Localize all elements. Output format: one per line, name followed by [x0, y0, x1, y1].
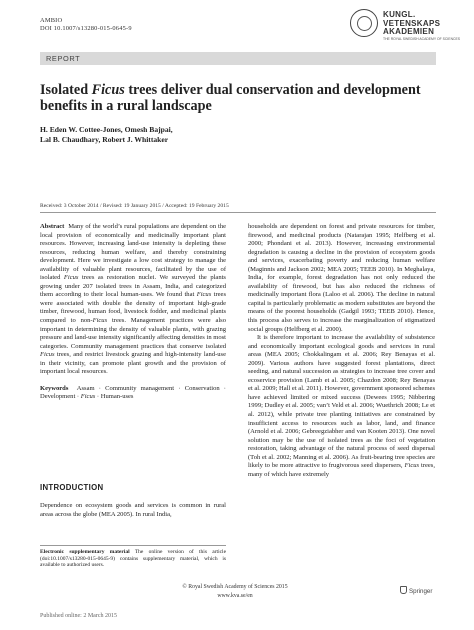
- journal-info: [40, 17, 132, 33]
- academy-logo-subtitle: THE ROYAL SWEDISH ACADEMY OF SCIENCES: [383, 37, 460, 41]
- introduction-heading: INTRODUCTION: [40, 483, 104, 492]
- academy-logo: [350, 9, 462, 45]
- header-divider: [40, 212, 436, 213]
- body-paragraph-1: households are dependent on forest and private resources for timber, firewood, and medicinal products (Natarajan 1995; Helfberg et al. 2000; Phondani et al. 2013). However, increasing environmental degradation is causing a decline in the provision of ecosystem goods and services, exacerbating poverty and reducing human welfare (Maginnis and Jackson 2002; MEA 2005; TEEB 2010). In Meghalaya, India, for example, forest degradation has not only reduced the availability of firewood, but has also reduced the richness of medicinally important flora (Laloo et al. 2006). The decline in natural capital is particularly problematic as modern substitutes are beyond the means of the poorest households (Gadgil 1993; TEEB 2010). Hence, this process also serves to increase the marginalization of stigmatized social groups (Helfberg et al. 2000).: [248, 223, 435, 333]
- body-paragraph-2: It is therefore important to increase the availability of subsistence and economically important ecological goods and services in rural areas (MEA 2005; Chokkalingam et al. 2006; Rey Benayas et al. 2009). Various authors have suggested forest plantations, direct seeding, and natural succession as strategies to increase tree cover and ecoservice provision (Lamb et al. 2005; Chazdon 2008; Rey Benayas et al. 2009; Hall et al. 2011). However, government sponsored schemes have achieved limited or mixed success (Dewees 1995; Nibbering 1999; Dudley et al. 2005; van’t Veld et al. 2006; Wuethrich 2008; Le et al. 2012), while private tree planting initiatives are constrained by insufficient access to resources such as labor, land, and finance (Arnold et al. 2006; Gebreegziabher and van Kooten 2013). One novel solution may be the use of isolated trees as the foci of vegetation restoration, taking advantage of the natural process of seed dispersal (Toh et al. 2002; Manning et al. 2006). As fruit-bearing tree species are likely to be more attractive to frugivorous seed dispersers, Ficus trees, many of which have extremely: [248, 334, 435, 478]
- springer-horse-icon: [400, 586, 407, 594]
- section-label: REPORT: [46, 54, 81, 63]
- abstract-paragraph: Abstract Many of the world’s rural populations are dependent on the local provision of economically and medicinally important plant resources. However, increasing land-use intensity is depleting these resources, reducing human welfare, and thereby constraining development. Here we investigate a low cost strategy to manage the availability of valuable plant resources, facilitated by the use of isolated Ficus trees as restoration nuclei. We surveyed the plants growing under 207 isolated trees in Assam, India, and categorized them according to their local human-uses. We found that Ficus trees were associated with double the density of important high-grade timber, firewood, human food, livestock fodder, and medicinal plants compared to non-Ficus trees. Management practices were also important in determining the density of valuable plants, with grazing pressure and land-use intensity significantly affecting densities in most categories. Community management practices that conserve isolated Ficus trees, and restrict livestock grazing and high-intensity land-use in their vicinity, can promote plant growth and the provision of important local resources.: [40, 223, 227, 376]
- keywords-paragraph: Keywords Assam · Community management · Conservation · Development · Ficus · Human-uses: [40, 384, 226, 401]
- supplementary-footnote: Electronic supplementary material The online version of this article (doi:10.1007/s13280-015-0645-9) contains supplementary material, which is available to authorized users.: [40, 549, 227, 569]
- publication-info: Published online: 2 March 2015: [40, 613, 117, 619]
- publisher-logo: Springer: [400, 586, 432, 595]
- journal-name: AMBIO: [40, 17, 63, 24]
- abstract-column: [40, 223, 226, 402]
- author-list: H. Eden W. Cottee-Jones, Omesh Bajpai, Lal B. Chaudhary, Robert J. Whittaker: [40, 125, 173, 144]
- received-dates: Received: 3 October 2014 / Revised: 19 January 2015 / Accepted: 19 February 2015: [40, 203, 229, 209]
- academy-website: www.kva.se/en: [217, 593, 253, 599]
- footnote-divider: [40, 545, 226, 546]
- article-title: Isolated Ficus trees deliver dual conservation and development benefits in a rural landscape: [40, 82, 421, 114]
- academy-logo-text: KUNGL. VETENSKAPS AKADEMIEN: [383, 10, 441, 37]
- introduction-text: Dependence on ecosystem goods and services is common in rural areas across the globe (MEA 2005). In rural India,: [40, 502, 226, 518]
- abstract-label: Abstract: [40, 223, 65, 230]
- body-right-column: [248, 223, 435, 479]
- keywords-label: Keywords: [40, 384, 69, 392]
- academy-seal-icon: [350, 9, 378, 37]
- copyright-notice: © Royal Swedish Academy of Sciences 2015: [182, 584, 288, 590]
- section-label-bar: [40, 52, 436, 65]
- doi-text: DOI 10.1007/s13280-015-0645-9: [40, 25, 132, 32]
